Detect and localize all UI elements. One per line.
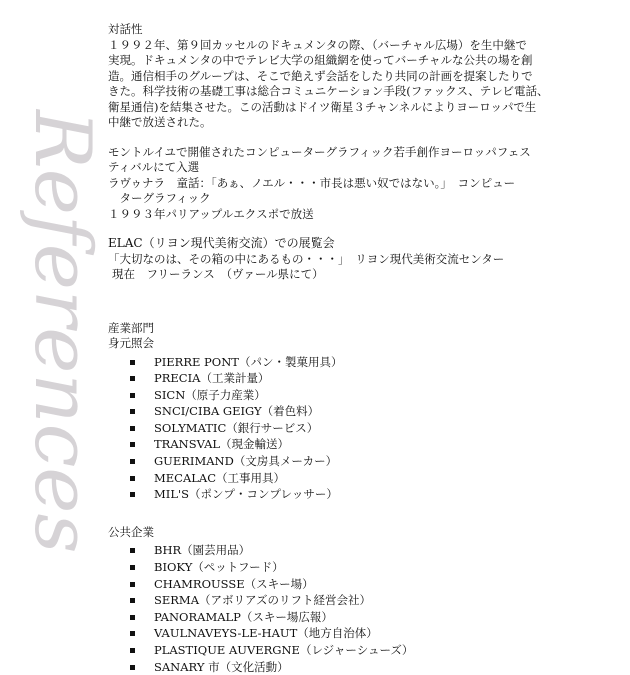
- list-item-label: SERMA（アボリアズのリフト経営会社）: [154, 593, 371, 607]
- award-line: ラヴゥナラ 童話：「あぁ、ノエル・・・市長は悪い奴ではない。」 コンピュー: [108, 176, 608, 192]
- list-item-label: BHR（園芸用品）: [154, 543, 250, 557]
- list-item: [130, 403, 608, 420]
- list-item-label: SANARY 市（文化活動）: [154, 660, 289, 674]
- references-watermark: [0, 90, 116, 630]
- elac-title: ELAC（リヨン現代美術交流）での展覧会: [108, 236, 608, 252]
- bullet-icon: [130, 615, 135, 620]
- public-heading: 公共企業: [108, 525, 608, 541]
- list-item: [130, 387, 608, 404]
- list-item: [130, 542, 608, 559]
- dialogue-line: 中継で放送された。: [108, 115, 608, 131]
- document-body: [108, 22, 608, 675]
- list-item: [130, 659, 608, 675]
- public-section: [108, 525, 608, 675]
- current-status: 現在 フリーランス （ヴァール県にて）: [108, 267, 608, 283]
- bullet-icon: [130, 648, 135, 653]
- elac-section: [108, 236, 608, 283]
- industry-subheading: 身元照会: [108, 336, 608, 352]
- list-item-label: MECALAC（工事用具）: [154, 471, 285, 485]
- bullet-icon: [130, 565, 135, 570]
- list-item: [130, 642, 608, 659]
- list-item: [130, 420, 608, 437]
- list-item: [130, 625, 608, 642]
- list-item-label: PANORAMALP（スキー場広報）: [154, 610, 333, 624]
- list-item: [130, 486, 608, 503]
- bullet-icon: [130, 426, 135, 431]
- list-item: [130, 559, 608, 576]
- elac-quote: 「大切なのは、その箱の中にあるもの・・・」 リヨン現代美術交流センター: [108, 252, 608, 268]
- list-item: [130, 354, 608, 371]
- list-item-label: VAULNAVEYS-LE-HAUT（地方自治体）: [154, 626, 378, 640]
- dialogue-line: きた。科学技術の基礎工事は総合コミュニケーション手段(ファックス、テレビ電話、: [108, 84, 608, 100]
- list-item-label: BIOKY（ペットフード）: [154, 560, 284, 574]
- list-item: [130, 470, 608, 487]
- list-item-label: GUERIMAND（文房具メーカー）: [154, 454, 337, 468]
- industry-heading: 産業部門: [108, 321, 608, 337]
- list-item: [130, 453, 608, 470]
- dialogue-heading: 対話性: [108, 22, 608, 38]
- bullet-icon: [130, 442, 135, 447]
- bullet-icon: [130, 393, 135, 398]
- dialogue-line: 実現。ドキュメンタの中でテレビ大学の組織網を使ってバーチャルな公共の場を創: [108, 53, 608, 69]
- list-item: [130, 436, 608, 453]
- dialogue-line: １９９２年、第９回カッセルのドキュメンタの際、（バーチャル広場）を生中継で: [108, 38, 608, 54]
- award-line: モントルイユで開催されたコンピューターグラフィック若手創作ヨーロッパフェス: [108, 145, 608, 161]
- award-line: ターグラフィック: [108, 191, 608, 207]
- bullet-icon: [130, 665, 135, 670]
- bullet-icon: [130, 631, 135, 636]
- bullet-icon: [130, 582, 135, 587]
- awards-section: [108, 145, 608, 223]
- list-item-label: CHAMROUSSE（スキー場）: [154, 577, 314, 591]
- dialogue-line: 造。通信相手のグループは、そこで絶えず会話をしたり共同の計画を提案したりで: [108, 69, 608, 85]
- list-item: [130, 609, 608, 626]
- dialogue-line: 衛星通信)を結集させた。この活動はドイツ衛星３チャンネルによりヨーロッパで生: [108, 100, 608, 116]
- industry-section: [108, 321, 608, 503]
- list-item: [130, 592, 608, 609]
- list-item-label: PLASTIQUE AUVERGNE（レジャーシューズ）: [154, 643, 413, 657]
- industry-list: [108, 354, 608, 503]
- list-item-label: PRECIA（工業計量）: [154, 371, 269, 385]
- watermark-text: References: [17, 108, 107, 553]
- list-item-label: TRANSVAL（現金輸送）: [154, 437, 289, 451]
- list-item-label: SOLYMATIC（銀行サービス）: [154, 421, 318, 435]
- list-item-label: SNCI/CIBA GEIGY（着色料）: [154, 404, 319, 418]
- bullet-icon: [130, 459, 135, 464]
- list-item-label: PIERRE PONT（パン・製菓用具）: [154, 355, 342, 369]
- bullet-icon: [130, 409, 135, 414]
- public-list: [108, 542, 608, 675]
- list-item: [130, 370, 608, 387]
- bullet-icon: [130, 492, 135, 497]
- list-item-label: SICN（原子力産業）: [154, 388, 266, 402]
- dialogue-section: [108, 22, 608, 131]
- award-line: １９９３年パリアップルエクスポで放送: [108, 207, 608, 223]
- bullet-icon: [130, 476, 135, 481]
- list-item-label: MIL'S（ポンプ・コンプレッサー）: [154, 487, 338, 501]
- bullet-icon: [130, 598, 135, 603]
- bullet-icon: [130, 360, 135, 365]
- award-line: ティバルにて入選: [108, 160, 608, 176]
- bullet-icon: [130, 376, 135, 381]
- bullet-icon: [130, 548, 135, 553]
- list-item: [130, 576, 608, 593]
